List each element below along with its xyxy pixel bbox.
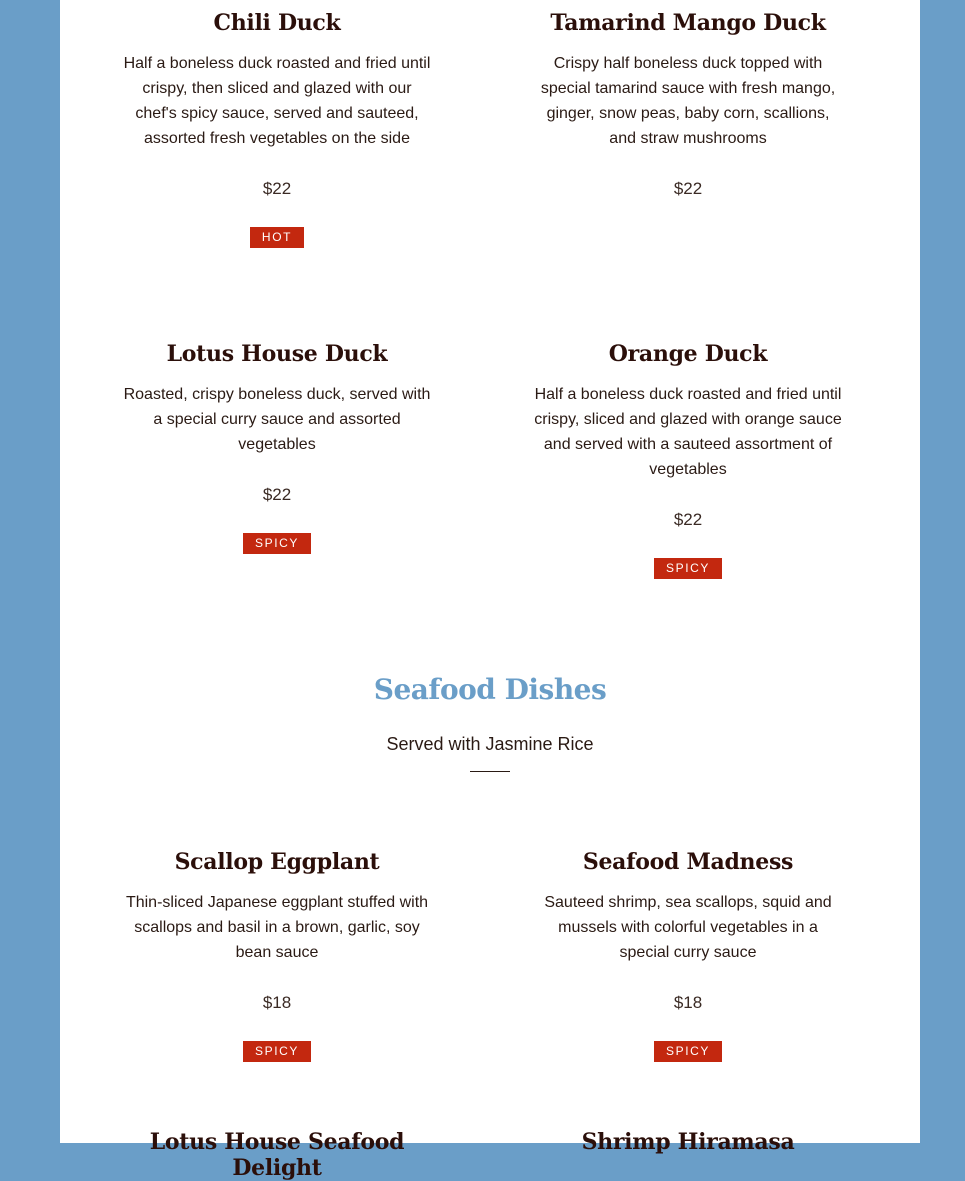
menu-item-scallop-eggplant xyxy=(122,849,432,1062)
menu-item-chili-duck xyxy=(122,10,432,248)
item-description: Sauteed shrimp, sea scallops, squid and mussels with colorful vegetables in a special curry sauce xyxy=(544,894,832,961)
item-price: $22 xyxy=(673,179,703,198)
item-description: Crispy half boneless duck topped with special tamarind sauce with fresh mango, ginger, snow peas, baby corn, scallions, and straw mushrooms xyxy=(540,55,836,147)
item-description: Half a boneless duck roasted and fried until crispy, sliced and glazed with orange sauce and served with a sauteed assortment of vegetables xyxy=(534,386,842,478)
item-price: $22 xyxy=(262,485,292,504)
item-price: $22 xyxy=(673,510,703,529)
item-name: Seafood Madness xyxy=(582,849,794,875)
item-name: Scallop Eggplant xyxy=(174,849,380,875)
spicy-badge: SPICY xyxy=(654,1041,722,1062)
spicy-badge: SPICY xyxy=(243,1041,311,1062)
item-description: Roasted, crispy boneless duck, served with a special curry sauce and assorted vegetables xyxy=(123,386,431,453)
item-name: Lotus House Seafood Delight xyxy=(149,1129,405,1181)
section-divider xyxy=(470,771,510,772)
item-name: Shrimp Hiramasa xyxy=(581,1129,795,1155)
item-name: Tamarind Mango Duck xyxy=(550,10,826,36)
menu-item-seafood-madness xyxy=(533,849,843,1062)
hot-badge: HOT xyxy=(250,227,304,248)
item-description: Half a boneless duck roasted and fried until crispy, then sliced and glazed with our chef's spicy sauce, served and sauteed, assorted fresh vegetables on the side xyxy=(123,55,431,147)
item-name: Chili Duck xyxy=(213,10,341,36)
menu-item-lotus-house-duck xyxy=(122,341,432,554)
item-price: $18 xyxy=(673,993,703,1012)
item-name: Orange Duck xyxy=(608,341,768,367)
menu-item-lotus-house-seafood-delight xyxy=(122,1129,432,1181)
menu-item-orange-duck xyxy=(533,341,843,579)
item-description: Thin-sliced Japanese eggplant stuffed with scallops and basil in a brown, garlic, soy bean sauce xyxy=(125,894,429,961)
section-subtitle: Served with Jasmine Rice xyxy=(386,734,594,754)
spicy-badge: SPICY xyxy=(654,558,722,579)
spicy-badge: SPICY xyxy=(243,533,311,554)
item-price: $18 xyxy=(262,993,292,1012)
item-name: Lotus House Duck xyxy=(166,341,388,367)
section-title: Seafood Dishes xyxy=(373,673,607,706)
menu-item-shrimp-hiramasa xyxy=(533,1129,843,1155)
menu-page xyxy=(60,0,920,1181)
item-price: $22 xyxy=(262,179,292,198)
menu-item-tamarind-mango-duck xyxy=(533,10,843,201)
